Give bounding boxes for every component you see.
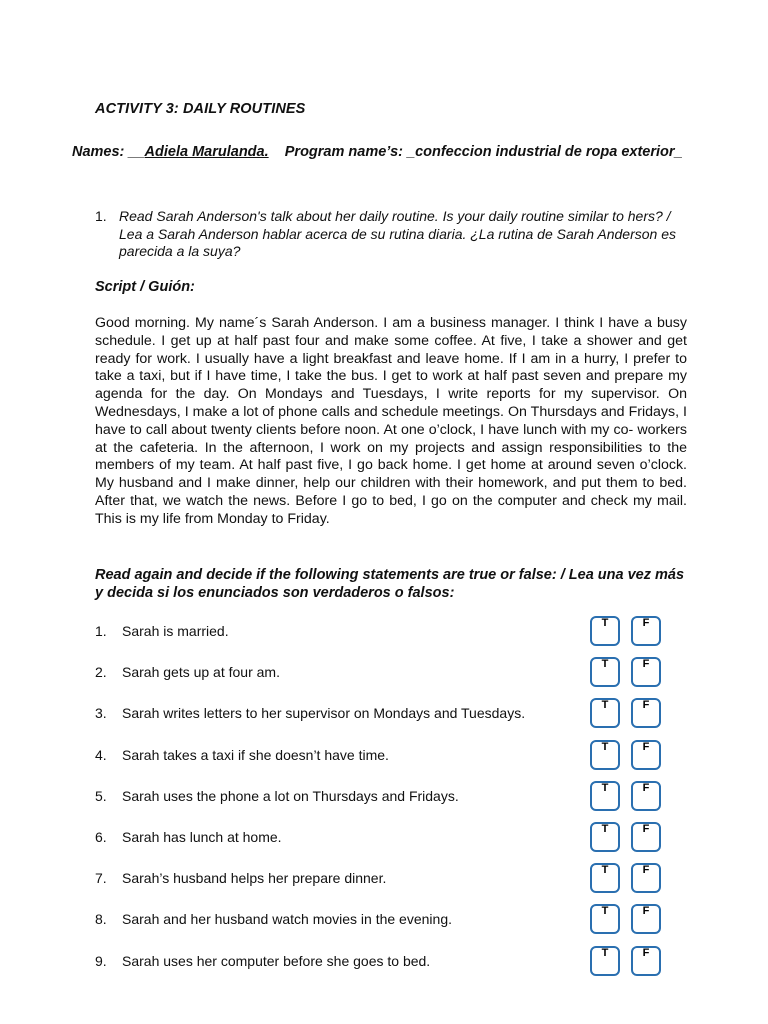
statement-number: 3.: [95, 705, 107, 721]
statement-text: Sarah and her husband watch movies in the evening.: [122, 911, 452, 927]
names-label: Names: __: [72, 144, 145, 160]
false-label: F: [642, 864, 650, 876]
question-1-number: 1.: [95, 208, 107, 224]
false-label: F: [642, 823, 650, 835]
false-label: F: [642, 905, 650, 917]
false-checkbox[interactable]: [631, 781, 661, 811]
statement-number: 7.: [95, 870, 107, 886]
question-1-text: Read Sarah Anderson's talk about her daily routine. Is your daily routine similar to hers? / Lea a Sarah Anderson hablar acerca de su rutina diaria. ¿La rutina de Sarah Anderson es parecida a la suya?: [119, 208, 676, 259]
activity-title: ACTIVITY 3: DAILY ROUTINES: [95, 101, 306, 117]
script-body: Good morning. My name´s Sarah Anderson. I am a business manager. I think I have a busy schedule. I get up at half past four and make some coffee. At five, I take a shower and get ready for work. I usually have a light breakfast and leave home. If I am in a hurry, I prefer to take a taxi, but if I have time, I take the bus. I get to work at half past seven and prepare my agenda for the day. On Mondays and Tuesdays, I write reports for my supervisor. On Wednesdays, I make a lot of phone calls and schedule meetings. On Thursdays and Fridays, I have to call about twenty clients before noon. At one o’clock, I have lunch with my co- workers at the cafeteria. In the afternoon, I work on my projects and assign responsibilities to the members of my team. At half past five, I go back home. I get home at around seven o’clock. My husband and I make dinner, help our children with their homework, and put them to bed. After that, we watch the news. Before I go to bed, I go on the computer and check my mail. This is my life from Monday to Friday.: [95, 315, 687, 527]
true-checkbox[interactable]: [590, 946, 620, 976]
statement-number: 1.: [95, 623, 107, 639]
true-false-instructions: Read again and decide if the following statements are true or false: / Lea una vez más y decida si los enunciados son verdaderos o falsos:: [95, 567, 685, 601]
statement-text: Sarah uses her computer before she goes to bed.: [122, 953, 431, 969]
false-checkbox[interactable]: [631, 698, 661, 728]
false-checkbox[interactable]: [631, 946, 661, 976]
statement-text: Sarah is married.: [122, 623, 229, 639]
statement-number: 5.: [95, 788, 107, 804]
student-name: Adiela Marulanda.: [144, 144, 269, 160]
statement-number: 6.: [95, 829, 107, 845]
false-checkbox[interactable]: [631, 904, 661, 934]
false-checkbox[interactable]: [631, 822, 661, 852]
false-checkbox[interactable]: [631, 740, 661, 770]
false-label: F: [642, 782, 650, 794]
true-label: T: [601, 864, 609, 876]
true-checkbox[interactable]: [590, 616, 620, 646]
true-checkbox[interactable]: [590, 822, 620, 852]
statement-text: Sarah’s husband helps her prepare dinner.: [122, 870, 387, 886]
true-label: T: [601, 617, 609, 629]
statement-number: 9.: [95, 953, 107, 969]
statement-number: 2.: [95, 664, 107, 680]
false-label: F: [642, 947, 650, 959]
true-label: T: [601, 823, 609, 835]
true-checkbox[interactable]: [590, 781, 620, 811]
false-label: F: [642, 658, 650, 670]
names-line: [72, 144, 683, 160]
statement-number: 8.: [95, 911, 107, 927]
true-label: T: [601, 741, 609, 753]
true-label: T: [601, 699, 609, 711]
true-checkbox[interactable]: [590, 740, 620, 770]
statement-text: Sarah gets up at four am.: [122, 664, 280, 680]
statement-text: Sarah has lunch at home.: [122, 829, 282, 845]
program-name: confeccion industrial de ropa exterior_: [415, 144, 683, 160]
statement-text: Sarah takes a taxi if she doesn’t have time.: [122, 747, 389, 763]
false-checkbox[interactable]: [631, 863, 661, 893]
false-label: F: [642, 617, 650, 629]
statement-number: 4.: [95, 747, 107, 763]
false-checkbox[interactable]: [631, 616, 661, 646]
false-label: F: [642, 741, 650, 753]
true-checkbox[interactable]: [590, 904, 620, 934]
false-checkbox[interactable]: [631, 657, 661, 687]
statement-text: Sarah uses the phone a lot on Thursdays and Fridays.: [122, 788, 459, 804]
true-label: T: [601, 947, 609, 959]
statement-text: Sarah writes letters to her supervisor on Mondays and Tuesdays.: [122, 705, 526, 721]
true-label: T: [601, 905, 609, 917]
true-checkbox[interactable]: [590, 863, 620, 893]
false-label: F: [642, 699, 650, 711]
script-label: Script / Guión:: [95, 279, 195, 295]
true-label: T: [601, 782, 609, 794]
true-checkbox[interactable]: [590, 698, 620, 728]
true-checkbox[interactable]: [590, 657, 620, 687]
program-label: Program name’s: _: [284, 144, 416, 160]
true-label: T: [601, 658, 609, 670]
